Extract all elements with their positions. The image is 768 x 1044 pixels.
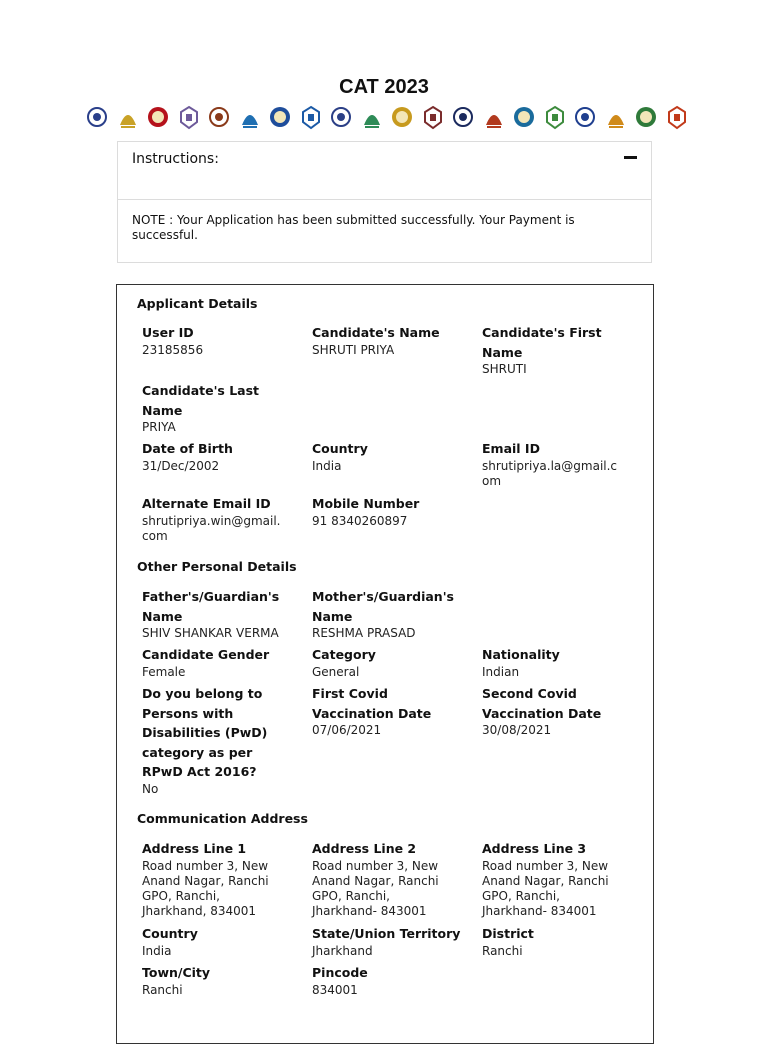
- field-date-of-birth: Date of Birth 31/Dec/2002: [142, 441, 233, 473]
- field-category: Category General: [312, 647, 376, 679]
- iim-sirmaur-logo: [574, 104, 596, 132]
- field-pincode: Pincode 834001: [312, 965, 368, 997]
- field-state: State/Union Territory Jharkhand: [312, 926, 461, 958]
- iim-bodh-gaya-logo: [178, 104, 200, 132]
- field-address-line-1: Address Line 1 Road number 3, New Anand Nagar, Ranchi GPO, Ranchi, Jharkhand, 834001: [142, 841, 269, 918]
- iim-kozhikode-logo: [330, 104, 352, 132]
- iim-bangalore-logo: [147, 104, 169, 132]
- application-details-card: [116, 284, 654, 1044]
- instructions-note: NOTE : Your Application has been submitted successfully. Your Payment is successful.: [132, 213, 575, 242]
- field-address-line-3: Address Line 3 Road number 3, New Anand Nagar, Ranchi GPO, Ranchi, Jharkhand- 834001: [482, 841, 609, 918]
- field-district: District Ranchi: [482, 926, 534, 958]
- field-address-line-2: Address Line 2 Road number 3, New Anand Nagar, Ranchi GPO, Ranchi, Jharkhand- 843001: [312, 841, 439, 918]
- iim-calcutta-logo: [208, 104, 230, 132]
- instructions-panel: [117, 141, 652, 263]
- field-nationality: Nationality Indian: [482, 647, 560, 679]
- field-email-id: Email ID shrutipriya.la@gmail.com: [482, 441, 618, 488]
- iim-indore-logo: [239, 104, 261, 132]
- iim-raipur-logo: [422, 104, 444, 132]
- iim-sambalpur-logo: [513, 104, 535, 132]
- field-pwd: Do you belong to Persons with Disabilities (PwD) category as per RPwD Act 2016? No: [142, 686, 268, 796]
- section-applicant-details: Applicant Details: [137, 296, 258, 311]
- field-first-name: Candidate's First Name SHRUTI: [482, 325, 602, 376]
- iim-ranchi-logo: [452, 104, 474, 132]
- field-country: Country India: [312, 441, 368, 473]
- field-father-name: Father's/Guardian's Name SHIV SHANKAR VERMA: [142, 589, 280, 640]
- iim-visakhapatnam-logo: [666, 104, 688, 132]
- iim-lucknow-logo: [361, 104, 383, 132]
- iim-kashipur-logo: [300, 104, 322, 132]
- field-mother-name: Mother's/Guardian's Name RESHMA PRASAD: [312, 589, 454, 640]
- field-last-name: Candidate's Last Name PRIYA: [142, 383, 260, 434]
- field-mobile-number: Mobile Number 91 8340260897: [312, 496, 420, 528]
- field-alternate-email: Alternate Email ID shrutipriya.win@gmail.com: [142, 496, 281, 543]
- field-candidate-gender: Candidate Gender Female: [142, 647, 270, 679]
- iim-nagpur-logo: [391, 104, 413, 132]
- iim-tiruchirappalli-logo: [605, 104, 627, 132]
- field-comm-country: Country India: [142, 926, 198, 958]
- field-town-city: Town/City Ranchi: [142, 965, 211, 997]
- iim-rohtak-logo: [483, 104, 505, 132]
- iim-amritsar-logo: [117, 104, 139, 132]
- section-other-personal-details: Other Personal Details: [137, 559, 297, 574]
- field-candidate-name: Candidate's Name SHRUTI PRIYA: [312, 325, 440, 357]
- iim-ahmedabad-logo: [86, 104, 108, 132]
- field-user-id: User ID 23185856: [142, 325, 204, 357]
- iim-udaipur-logo: [635, 104, 657, 132]
- iim-shillong-logo: [544, 104, 566, 132]
- instructions-header[interactable]: [118, 142, 651, 200]
- field-second-covid-date: Second Covid Vaccination Date 30/08/2021: [482, 686, 602, 737]
- iim-jammu-logo: [269, 104, 291, 132]
- instructions-title: Instructions:: [132, 151, 219, 167]
- iim-logo-strip: [86, 102, 688, 134]
- minus-icon[interactable]: [621, 148, 639, 166]
- page-title: CAT 2023: [339, 76, 429, 98]
- section-communication-address: Communication Address: [137, 811, 308, 826]
- field-first-covid-date: First Covid Vaccination Date 07/06/2021: [312, 686, 432, 737]
